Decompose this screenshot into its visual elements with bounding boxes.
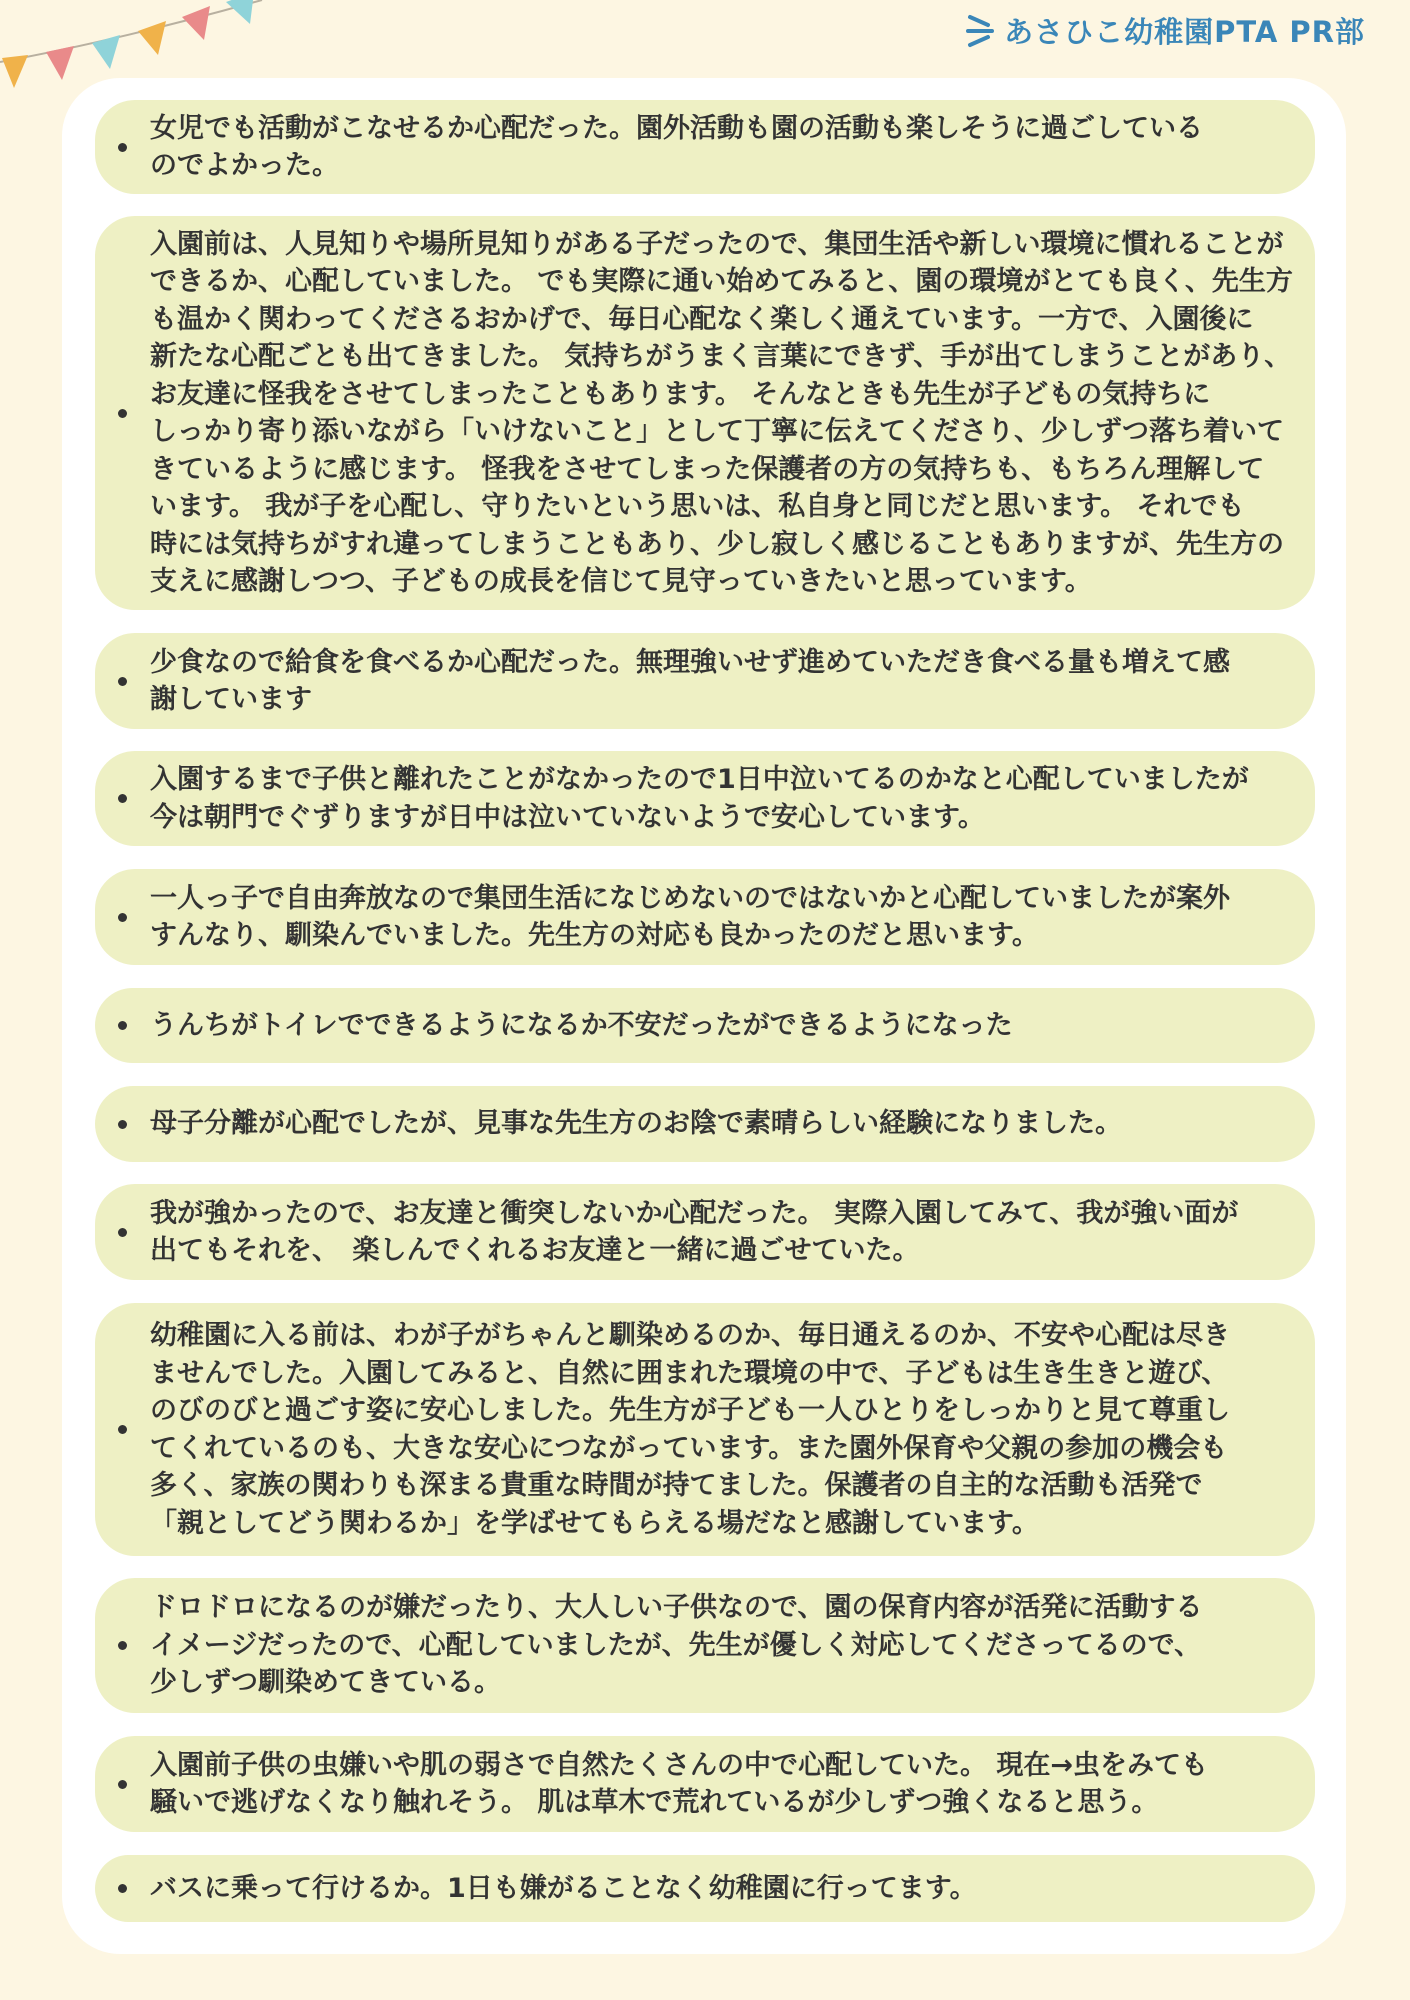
bullet-icon [118, 794, 127, 803]
brand-title: あさひこ幼稚園PTA PR部 [1004, 15, 1365, 49]
list-item-text: 女児でも活動がこなせるか心配だった。園外活動も園の活動も楽しそうに過ごしている のでよかった。 [150, 112, 1203, 181]
list-item [95, 1086, 1315, 1162]
list-item [95, 751, 1315, 846]
list-item-text: 幼稚園に入る前は、わが子がちゃんと馴染めるのか、毎日通えるのか、不安や心配は尽き ませんでした。入園してみると、自然に囲まれた環境の中で、子どもは生き生きと遊び、 のびのびと過ごす姿に安心しました。先生方が子ども一人ひとりをしっかりと見て尊重し てくれているのも、大きな安心につながっています。また園外保育や父親の参加の機会も 多く、家族の関わりも深まる貴重な時間が持てました。保護者の自主的な活動も活発で 「親としてどう関わるか」を学ばせてもらえる場だなと感謝しています。 [150, 1320, 1230, 1539]
list-item [95, 988, 1315, 1063]
bullet-icon [118, 1228, 127, 1237]
bunting-flag [46, 46, 74, 80]
list-item [95, 869, 1315, 965]
list-item-text: 少食なので給食を食べるか心配だった。無理強いせず進めていただき食べる量も増えて感 謝しています [150, 646, 1230, 715]
sunburst-icon [964, 11, 998, 51]
list-item [95, 1736, 1315, 1832]
bullet-icon [118, 1021, 127, 1030]
list-item-text: うんちがトイレでできるようになるか不安だったができるようになった [150, 1009, 1013, 1041]
list-item-text: 我が強かったので、お友達と衝突しないか心配だった。 実際入園してみて、我が強い面が 出てもそれを、 楽しんでくれるお友達と一緒に過ごせていた。 [150, 1197, 1239, 1266]
bullet-icon [118, 913, 127, 922]
list-item-text: 母子分離が心配でしたが、見事な先生方のお陰で素晴らしい経験になりました。 [150, 1108, 1122, 1140]
bunting-flag [226, 0, 254, 24]
bullet-icon [118, 409, 127, 418]
bullet-icon [118, 677, 127, 686]
list-item-text: 一人っ子で自由奔放なので集団生活になじめないのではないかと心配していましたが案外 すんなり、馴染んでいました。先生方の対応も良かったのだと思います。 [150, 882, 1230, 951]
bullet-icon [118, 1120, 127, 1129]
bullet-icon [118, 1884, 127, 1893]
list-item [95, 100, 1315, 194]
bullet-icon [118, 143, 127, 152]
list-item [95, 216, 1315, 610]
list-item [95, 1578, 1315, 1713]
bunting-flag [2, 55, 28, 88]
bunting-flag [92, 35, 120, 69]
list-item [95, 1184, 1315, 1280]
bullet-icon [118, 1641, 127, 1650]
bullet-icon [118, 1780, 127, 1789]
bunting-flag [182, 6, 210, 40]
bunting-flag [138, 21, 166, 55]
list-item-text: 入園するまで子供と離れたことがなかったので1日中泣いてるのかなと心配していましたが 今は朝門でぐずりますが日中は泣いていないようで安心しています。 [150, 764, 1249, 833]
bullet-icon [118, 1425, 127, 1434]
list-item-text: 入園前子供の虫嫌いや肌の弱さで自然たくさんの中で心配していた。 現在→虫をみても 騒いで逃げなくなり触れそう。 肌は草木で荒れているが少しずつ強くなると思う。 [150, 1749, 1209, 1818]
list-item-text: ドロドロになるのが嫌だったり、大人しい子供なので、園の保育内容が活発に活動する イメージだったので、心配していましたが、先生が優しく対応してくださってるので、 少しずつ馴染めてきている。 [150, 1592, 1203, 1699]
header-brand [964, 10, 1365, 51]
list-item [95, 1303, 1315, 1556]
list-item [95, 1855, 1315, 1922]
list-item [95, 633, 1315, 729]
list-item-text: 入園前は、人見知りや場所見知りがある子だったので、集団生活や新しい環境に慣れることが できるか、心配していました。 でも実際に通い始めてみると、園の環境がとても良く、先生方 も温かく関わってくださるおかげで、毎日心配なく楽しく通えています。一方で、入園後に 新たな心配ごとも出てきました。 気持ちがうまく言葉にできず、手が出てしまうことがあり、 お友達に怪我をさせてしまったこともあります。 そんなときも先生が子どもの気持ちに しっかり寄り添いながら「いけないこと」として丁寧に伝えてくださり、少しずつ落ち着いて きているように感じます。 怪我をさせてしまった保護者の方の気持ちも、もちろん理解して います。 我が子を心配し、守りたいという思いは、私自身と同じだと思います。 それでも 時には気持ちがすれ違ってしまうこともあり、少し寂しく感じることもありますが、先生方の 支えに感謝しつつ、子どもの成長を信じて見守っていきたいと思っています。 [150, 228, 1293, 597]
list-item-text: バスに乗って行けるか。1日も嫌がることなく幼稚園に行ってます。 [150, 1872, 977, 1904]
